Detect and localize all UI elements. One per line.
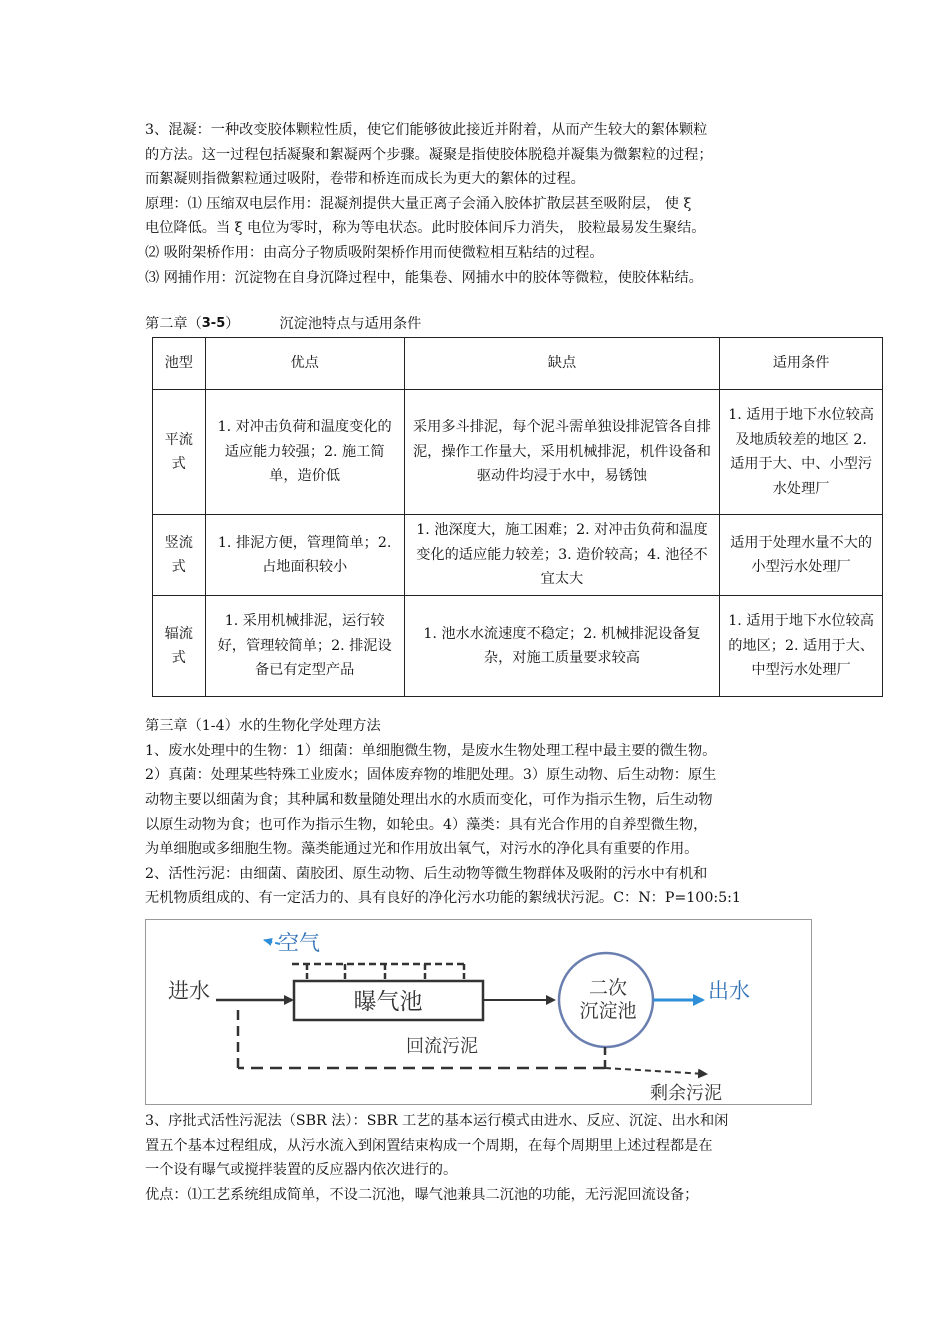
text-line: 无机物质组成的、有一定活力的、具有良好的净化污水功能的絮绒状污泥。C：N：P=100:5:1	[145, 890, 741, 907]
cell-type: 竖流式	[153, 515, 206, 596]
text-line: 2）真菌：处理某些特殊工业废水；固体废弃物的堆肥处理。3）原生动物、后生动物：原生	[145, 767, 717, 784]
header-cell: 缺点	[404, 338, 719, 390]
cell-pros: 1. 排泥方便，管理简单；2. 占地面积较小	[205, 515, 404, 596]
clarifier-label-1: 二次	[588, 976, 628, 999]
cell-cons: 采用多斗排泥，每个泥斗需单独设排泥管各自排泥，操作工作量大，采用机械排泥，机件设备和驱动件均浸于水中，易锈蚀	[404, 390, 719, 515]
return-sludge-label: 回流污泥	[406, 1035, 478, 1057]
excess-sludge-arrow	[605, 1068, 706, 1074]
text-line: 3、序批式活性污泥法（SBR 法）：SBR 工艺的基本运行模式由进水、反应、沉淀、出水和闲	[145, 1112, 729, 1129]
cell-type: 平流式	[153, 390, 206, 515]
clarifier-label-2: 沉淀池	[579, 999, 637, 1022]
table-row	[153, 390, 883, 515]
caption-number: 3-5	[201, 316, 226, 332]
text-line: 原理：⑴ 压缩双电层作用：混凝剂提供大量正离子会涌入胶体扩散层甚至吸附层， 使 ξ	[145, 195, 692, 212]
cell-pros: 1. 对冲击负荷和温度变化的适应能力较强；2. 施工简单，造价低	[205, 390, 404, 515]
caption-title: 沉淀池特点与适用条件	[279, 316, 422, 333]
cell-conditions: 1. 适用于地下水位较高及地质较差的地区 2. 适用于大、中、小型污水处理厂	[720, 390, 883, 515]
inflow-label: 进水	[168, 978, 210, 1003]
text-line: 电位降低。当 ξ 电位为零时，称为等电状态。此时胶体间斥力消失， 胶粒最易发生聚结。	[145, 220, 706, 237]
aeration-tank-label: 曝气池	[353, 988, 423, 1015]
chapter-heading: 第三章（1-4）水的生物化学处理方法	[145, 718, 381, 735]
cell-type: 辐流式	[153, 596, 206, 697]
document-page	[145, 118, 874, 1207]
table-header-row	[153, 338, 883, 390]
cell-pros: 1. 采用机械排泥，运行较好，管理较简单；2. 排泥设备已有定型产品	[205, 596, 404, 697]
text-line: 的方法。这一过程包括凝聚和絮凝两个步骤。凝聚是指使胶体脱稳并凝集为微絮粒的过程；	[145, 146, 713, 163]
section-sbr	[145, 1109, 810, 1207]
section-coagulation	[145, 118, 810, 290]
text-line: 2、活性污泥：由细菌、菌胶团、原生动物、后生动物等微生物群体及吸附的污水中有机和	[145, 865, 708, 882]
text-line: 一个设有曝气或搅拌装置的反应器内依次进行的。	[145, 1162, 458, 1179]
header-cell: 池型	[153, 338, 206, 390]
text-line: 优点：⑴工艺系统组成简单，不设二沉池，曝气池兼具二沉池的功能，无污泥回流设备；	[145, 1186, 699, 1203]
text-line: 为单细胞或多细胞生物。藻类能通过光和作用放出氧气，对污水的净化具有重要的作用。	[145, 841, 699, 858]
excess-sludge-label: 剩余污泥	[650, 1082, 722, 1104]
sedimentation-table	[152, 337, 883, 697]
table-row	[153, 596, 883, 697]
text-line: 动物主要以细菌为食；其种属和数量随处理出水的水质而变化，可作为指示生物，后生动物	[145, 791, 713, 808]
process-flow-svg	[146, 920, 811, 1104]
caption-close: ）	[225, 316, 240, 333]
outflow-label: 出水	[708, 978, 750, 1003]
text-line: 置五个基本过程组成，从污水流入到闲置结束构成一个周期，在每个周期里上述过程都是在	[145, 1137, 713, 1154]
text-line: 以原生动物为食；也可作为指示生物，如轮虫。4）藻类：具有光合作用的自养型微生物，	[145, 816, 708, 833]
cell-cons: 1. 池水水流速度不稳定；2. 机械排泥设备复杂，对施工质量要求较高	[404, 596, 719, 697]
cell-conditions: 适用于处理水量不大的小型污水处理厂	[720, 515, 883, 596]
caption-chapter: 第二章（	[145, 316, 202, 333]
cell-cons: 1. 池深度大，施工困难；2. 对冲击负荷和温度变化的适应能力较差；3. 造价较高；4. 池径不宜太大	[404, 515, 719, 596]
activated-sludge-diagram	[145, 919, 812, 1105]
text-line: 而絮凝则指微絮粒通过吸附，卷带和桥连而成长为更大的絮体的过程。	[145, 171, 585, 188]
air-label: 空气	[278, 930, 320, 955]
table-row	[153, 515, 883, 596]
text-line: 3、混凝：一种改变胶体颗粒性质，使它们能够彼此接近并附着，从而产生较大的絮体颗粒	[145, 122, 708, 138]
cell-conditions: 1. 适用于地下水位较高的地区；2. 适用于大、中型污水处理厂	[720, 596, 883, 697]
text-line: ⑵ 吸附架桥作用：由高分子物质吸附架桥作用而使微粒相互粘结的过程。	[145, 244, 604, 261]
text-line: 1、废水处理中的生物：1）细菌：单细胞微生物，是废水生物处理工程中最主要的微生物。	[145, 742, 717, 759]
header-cell: 适用条件	[720, 338, 883, 390]
text-line: ⑶ 网捕作用：沉淀物在自身沉降过程中，能集卷、网捕水中的胶体等微粒，使胶体粘结。	[145, 269, 703, 286]
table-caption	[145, 312, 810, 336]
section-biochemical	[145, 714, 810, 911]
header-cell: 优点	[205, 338, 404, 390]
